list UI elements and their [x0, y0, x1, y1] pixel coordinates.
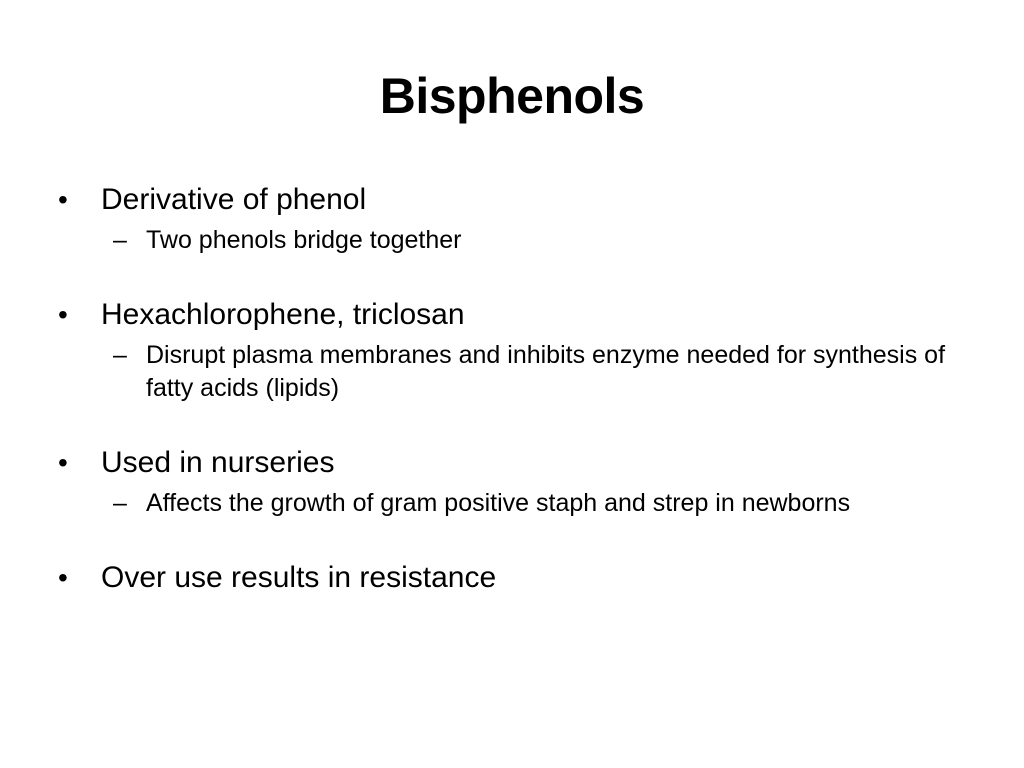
bullet-list [56, 180, 956, 598]
bullet-icon: • [58, 447, 68, 478]
sub-bullet-text: Affects the growth of gram positive staph and strep in newborns [146, 489, 851, 517]
bullet-item [56, 558, 956, 598]
bullet-text: Derivative of phenol [101, 183, 367, 216]
sub-bullet-item [56, 339, 956, 405]
bullet-text: Hexachlorophene, triclosan [101, 298, 465, 331]
bullet-text: Used in nurseries [101, 446, 335, 479]
bullet-group [56, 558, 956, 598]
bullet-item [56, 295, 956, 335]
sub-bullet-text: Disrupt plasma membranes and inhibits enzyme needed for synthesis of fatty acids (lipids) [146, 341, 946, 402]
bullet-group [56, 295, 956, 405]
dash-icon: – [113, 341, 127, 369]
bullet-icon: • [58, 562, 68, 593]
dash-icon: – [113, 226, 127, 254]
bullet-item [56, 443, 956, 483]
sub-bullet-item [56, 487, 956, 520]
dash-icon: – [113, 489, 127, 517]
sub-bullet-text: Two phenols bridge together [146, 226, 462, 254]
bullet-item [56, 180, 956, 220]
bullet-icon: • [58, 184, 68, 215]
bullet-text: Over use results in resistance [101, 561, 497, 594]
sub-bullet-item [56, 224, 956, 257]
bullet-icon: • [58, 299, 68, 330]
slide-title: Bisphenols [379, 68, 645, 124]
bullet-group [56, 443, 956, 520]
bullet-group [56, 180, 956, 257]
